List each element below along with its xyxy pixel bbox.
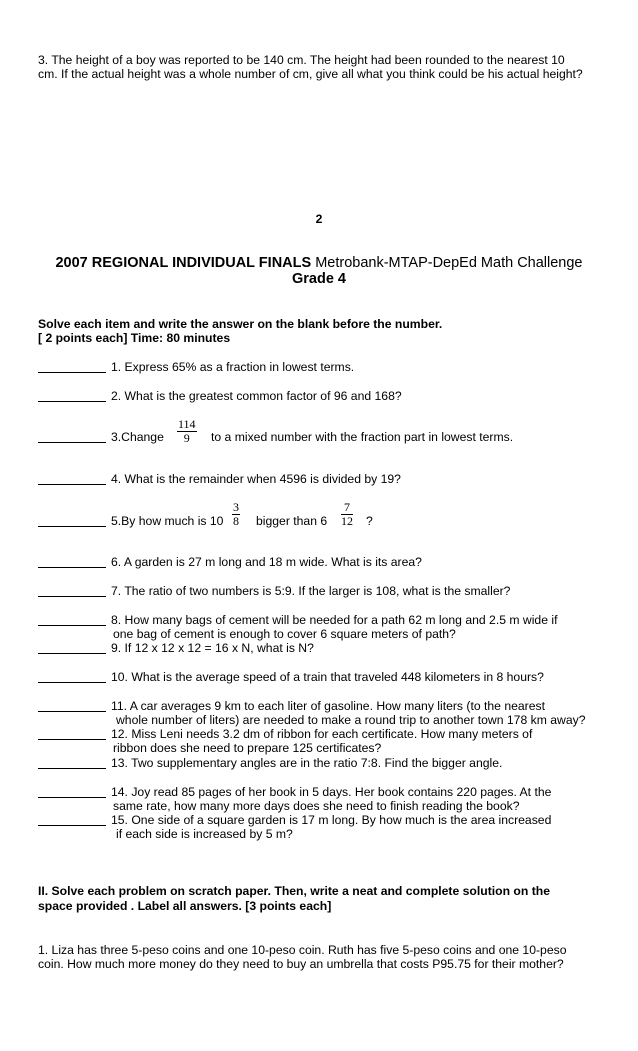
question-8-line-1: 8. How many bags of cement will be needed for a path 62 m long and 2.5 m wide if: [111, 613, 558, 627]
fraction-numerator: 7: [341, 501, 353, 515]
question-10: 10. What is the average speed of a train that traveled 448 kilometers in 8 hours?: [111, 670, 544, 684]
title-rest: Metrobank-MTAP-DepEd Math Challenge: [311, 255, 583, 271]
part-2-instructions-line-1: II. Solve each problem on scratch paper. Then, write a neat and complete solution on the: [38, 884, 550, 898]
answer-blank-8[interactable]: [38, 625, 106, 626]
question-1: 1. Express 65% as a fraction in lowest terms.: [111, 360, 355, 374]
fraction-denominator: 9: [183, 431, 190, 445]
question-3-suffix: to a mixed number with the fraction part in lowest terms.: [211, 430, 514, 444]
page-number: 2: [315, 212, 323, 226]
part-2-problem-1-line-1: 1. Liza has three 5-peso coins and one 10-peso coin. Ruth has five 5-peso coins and one 10-peso: [38, 943, 567, 957]
title-bold: 2007 REGIONAL INDIVIDUAL FINALS: [55, 255, 312, 271]
answer-blank-6[interactable]: [38, 567, 106, 568]
answer-blank-3[interactable]: [38, 442, 106, 443]
question-4: 4. What is the remainder when 4596 is divided by 19?: [111, 472, 401, 486]
answer-blank-11[interactable]: [38, 711, 106, 712]
answer-blank-1[interactable]: [38, 372, 106, 373]
fraction-denominator: 8: [233, 514, 239, 528]
question-5-prefix: 5.By how much is 10: [111, 514, 224, 528]
question-6: 6. A garden is 27 m long and 18 m wide. What is its area?: [111, 555, 422, 569]
fraction-114-9: [177, 418, 197, 445]
page-title: [0, 255, 638, 272]
answer-blank-2[interactable]: [38, 401, 106, 402]
instructions-line-1: Solve each item and write the answer on the blank before the number.: [38, 317, 443, 331]
question-11-line-2: whole number of liters) are needed to make a round trip to another town 178 km away?: [116, 713, 586, 727]
answer-blank-10[interactable]: [38, 682, 106, 683]
question-15-line-2: if each side is increased by 5 m?: [116, 827, 293, 841]
fraction-7-12: [341, 501, 353, 528]
answer-blank-14[interactable]: [38, 797, 106, 798]
answer-blank-15[interactable]: [38, 825, 106, 826]
question-14-line-1: 14. Joy read 85 pages of her book in 5 days. Her book contains 220 pages. At the: [111, 785, 552, 799]
question-2: 2. What is the greatest common factor of 96 and 168?: [111, 389, 402, 403]
question-7: 7. The ratio of two numbers is 5:9. If the larger is 108, what is the smaller?: [111, 584, 511, 598]
part-2-problem-1-line-2: coin. How much more money do they need to buy an umbrella that costs P95.75 for their mother?: [38, 957, 564, 971]
fraction-numerator: 114: [178, 417, 196, 431]
answer-blank-5[interactable]: [38, 526, 106, 527]
grade-heading: Grade 4: [292, 271, 346, 287]
question-9: 9. If 12 x 12 x 12 = 16 x N, what is N?: [111, 641, 314, 655]
question-14-line-2: same rate, how many more days does she need to finish reading the book?: [113, 799, 520, 813]
question-3-prefix: 3.Change: [111, 430, 164, 444]
fraction-numerator: 3: [233, 500, 239, 514]
instructions-line-2: [ 2 points each] Time: 80 minutes: [38, 331, 231, 345]
answer-blank-12[interactable]: [38, 739, 106, 740]
question-15-line-1: 15. One side of a square garden is 17 m long. By how much is the area increased: [111, 813, 552, 827]
answer-blank-13[interactable]: [38, 768, 106, 769]
top-problem-line-1: 3. The height of a boy was reported to be 140 cm. The height had been rounded to the nearest 10: [38, 53, 565, 67]
fraction-3-8: [232, 501, 240, 528]
question-5-middle: bigger than 6: [256, 514, 328, 528]
question-13: 13. Two supplementary angles are in the ratio 7:8. Find the bigger angle.: [111, 756, 503, 770]
question-12-line-1: 12. Miss Leni needs 3.2 dm of ribbon for each certificate. How many meters of: [111, 727, 533, 741]
answer-blank-4[interactable]: [38, 484, 106, 485]
top-problem-line-2: cm. If the actual height was a whole number of cm, give all what you think could be his actual height?: [38, 67, 583, 81]
question-12-line-2: ribbon does she need to prepare 125 certificates?: [113, 741, 382, 755]
fraction-denominator: 12: [341, 514, 353, 528]
question-11-line-1: 11. A car averages 9 km to each liter of gasoline. How many liters (to the nearest: [111, 699, 545, 713]
part-2-instructions-line-2: space provided . Label all answers. [3 points each]: [38, 899, 332, 913]
question-8-line-2: one bag of cement is enough to cover 6 square meters of path?: [113, 627, 456, 641]
answer-blank-7[interactable]: [38, 596, 106, 597]
answer-blank-9[interactable]: [38, 653, 106, 654]
question-5-suffix: ?: [366, 514, 373, 528]
